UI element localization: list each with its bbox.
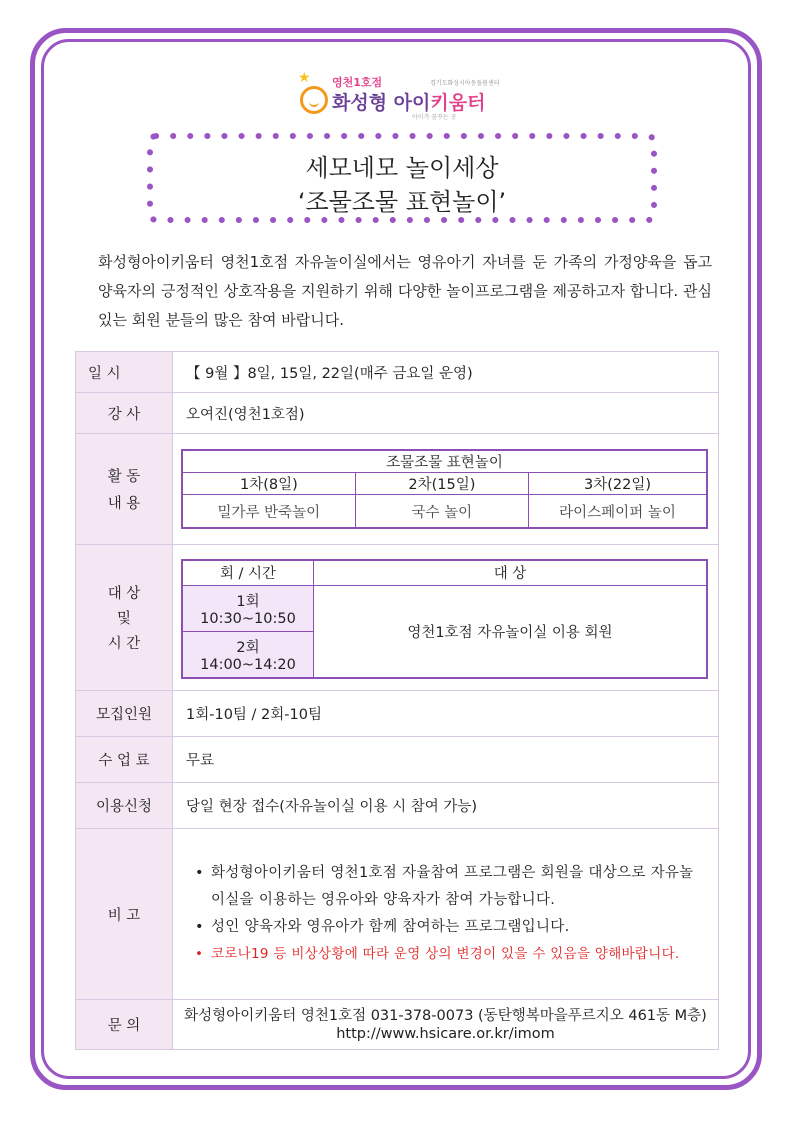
smiley-face-icon bbox=[300, 86, 328, 114]
label-apply: 이용신청 bbox=[76, 783, 173, 829]
row-contact bbox=[76, 1000, 719, 1050]
value-capacity: 1회-10팀 / 2회-10팀 bbox=[173, 691, 719, 737]
slot-time: 14:00~14:20 bbox=[200, 656, 296, 673]
label-fee: 수 업 료 bbox=[76, 737, 173, 783]
label-notes: 비 고 bbox=[76, 829, 173, 1000]
label-capacity: 모집인원 bbox=[76, 691, 173, 737]
label-date-text: 일 시 bbox=[88, 365, 121, 382]
logo-small-text: 경기도화성시아동돌봄센터 bbox=[430, 80, 500, 87]
slot-2 bbox=[182, 632, 314, 678]
title-line2: ‘조물조물 표현놀이’ bbox=[297, 188, 507, 216]
value-notes bbox=[173, 829, 719, 1000]
row-activity bbox=[76, 434, 719, 545]
note-item: • 성인 양육자와 영유아가 함께 참여하는 프로그램입니다. bbox=[195, 914, 704, 941]
note-item: • 화성형아이키움터 영천1호점 자율참여 프로그램은 회원을 대상으로 자유놀이실을 이용하는 영유아와 양육자가 참여 가능합니다. bbox=[195, 860, 704, 914]
note-warning: • 코로나19 등 비상상황에 따라 운영 상의 변경이 있을 수 있음을 양해바랍니다. bbox=[195, 941, 704, 968]
logo bbox=[300, 72, 520, 122]
logo-name-part1: 화성형 아이 bbox=[332, 92, 431, 114]
session-content: 밀가루 반죽놀이 bbox=[182, 494, 355, 528]
session-content: 라이스페이퍼 놀이 bbox=[529, 494, 708, 528]
star-icon: ★ bbox=[298, 70, 311, 86]
notes-list bbox=[173, 860, 718, 968]
title-line1: 세모네모 놀이세상 bbox=[305, 154, 499, 182]
target-subtable bbox=[181, 559, 708, 679]
slot-time: 10:30~10:50 bbox=[200, 611, 296, 627]
program-title: 조물조물 표현놀이 bbox=[182, 450, 707, 473]
row-capacity bbox=[76, 691, 719, 737]
slot-1 bbox=[182, 586, 314, 632]
row-fee bbox=[76, 737, 719, 783]
label-target-line1: 대 상 bbox=[107, 586, 141, 602]
logo-name-part2: 키움터 bbox=[430, 92, 486, 114]
label-target-line3: 시 간 bbox=[107, 636, 141, 652]
label-target-line2: 및 bbox=[116, 611, 131, 627]
session-content: 국수 놀이 bbox=[355, 494, 528, 528]
label-activity-line2: 내 용 bbox=[107, 496, 141, 512]
logo-branch: 영천1호점 bbox=[332, 76, 383, 89]
activity-subtable bbox=[181, 449, 708, 530]
header-target: 대 상 bbox=[314, 560, 708, 586]
row-instructor bbox=[76, 393, 719, 434]
row-apply bbox=[76, 783, 719, 829]
session-round: 2차(15일) bbox=[355, 472, 528, 494]
logo-tagline: 아이가 꿈꾸는 곳 bbox=[412, 114, 457, 121]
value-instructor: 오여진(영천1호점) bbox=[173, 393, 719, 434]
slot-round: 2회 bbox=[236, 639, 260, 656]
value-fee: 무료 bbox=[173, 737, 719, 783]
header-time: 회 / 시간 bbox=[182, 560, 314, 586]
title-box bbox=[146, 130, 658, 226]
label-activity-line1: 활 동 bbox=[107, 469, 141, 485]
intro-paragraph: 화성형아이키움터 영천1호점 자유놀이실에서는 영유아기 자녀를 둔 가족의 가정양육을 돕고 양육자의 긍정적인 상호작용을 지원하기 위해 다양한 놀이프로그램을 제공하고자 합니다. 관심 있는 회원 분들의 많은 참여 바랍니다. bbox=[98, 253, 712, 329]
value-date: 【 9월 】8일, 15일, 22일(매주 금요일 운영) bbox=[173, 352, 719, 393]
session-round: 3차(22일) bbox=[529, 472, 708, 494]
value-apply: 당일 현장 접수(자유놀이실 이용 시 참여 가능) bbox=[173, 783, 719, 829]
label-date bbox=[76, 352, 173, 393]
contact-url[interactable]: http://www.hsicare.or.kr/imom bbox=[336, 1025, 555, 1042]
label-target bbox=[76, 545, 173, 691]
slot-round: 1회 bbox=[236, 594, 260, 610]
session-round: 1차(8일) bbox=[182, 472, 355, 494]
row-notes bbox=[76, 829, 719, 1000]
target-value: 영천1호점 자유놀이실 이용 회원 bbox=[314, 586, 708, 678]
logo-name bbox=[332, 88, 485, 115]
info-table bbox=[75, 351, 719, 1050]
value-contact bbox=[173, 1000, 719, 1050]
label-instructor: 강 사 bbox=[76, 393, 173, 434]
value-target bbox=[173, 545, 719, 691]
label-contact: 문 의 bbox=[76, 1000, 173, 1050]
value-activity bbox=[173, 434, 719, 545]
contact-line1: 화성형아이키움터 영천1호점 031-378-0073 (동탄행복마을푸르지오 461동 M층) bbox=[184, 1007, 707, 1024]
row-target bbox=[76, 545, 719, 691]
label-activity bbox=[76, 434, 173, 545]
row-date bbox=[76, 352, 719, 393]
